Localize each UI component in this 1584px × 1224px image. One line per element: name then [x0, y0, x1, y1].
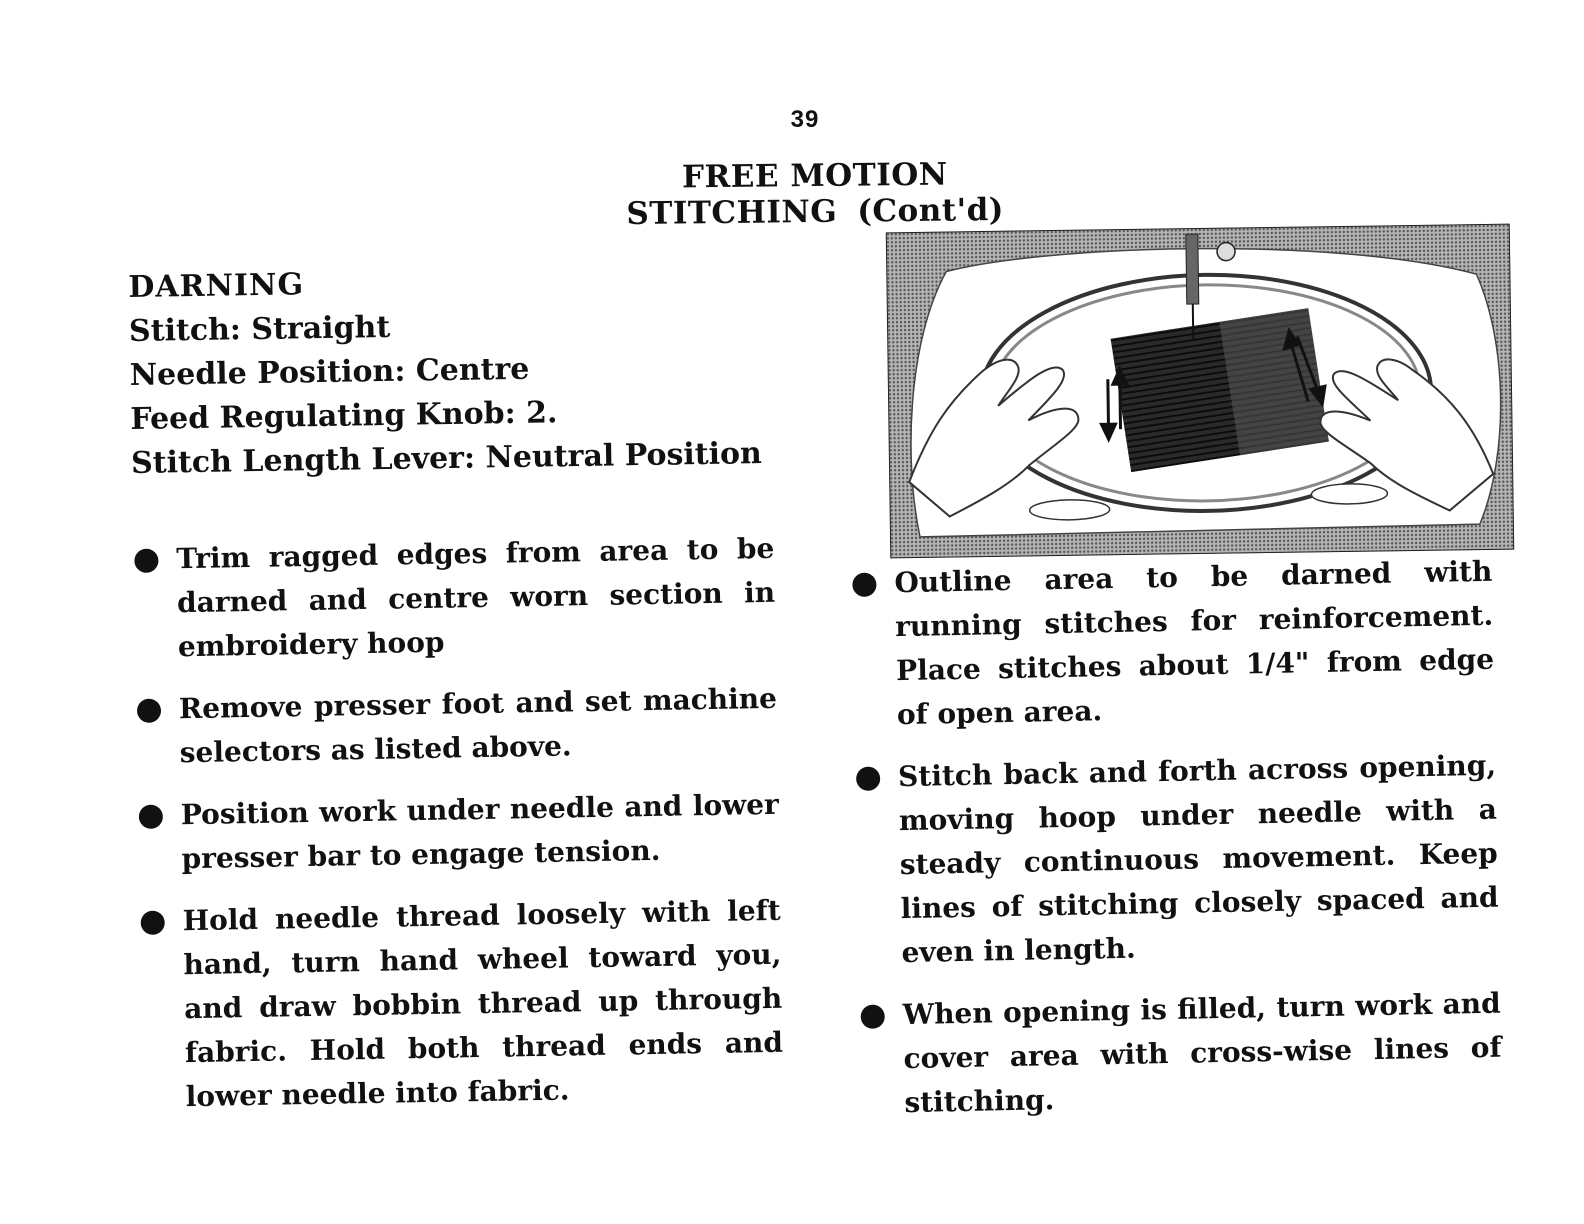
list-item	[860, 982, 1502, 1126]
needle	[1193, 304, 1194, 340]
setting-value: 2.	[525, 395, 558, 431]
right-steps	[852, 550, 1503, 1144]
bullet-icon	[856, 767, 880, 791]
right-thumb	[1311, 483, 1387, 504]
list-item	[140, 889, 784, 1120]
bullet-icon	[137, 699, 161, 723]
needle-bar	[1186, 234, 1199, 304]
page-number: 39	[790, 106, 820, 133]
step-text: Position work under needle and lower presser bar to engage tension.	[180, 787, 780, 876]
list-item	[137, 677, 778, 776]
bullet-icon	[852, 573, 876, 597]
step-text: When opening is filled, turn work and cover area with cross-wise lines of stitching.	[902, 986, 1502, 1120]
step-text: Trim ragged edges from area to be darned and centre worn section in embroidery hoop	[176, 531, 776, 664]
setting-label: Stitch:	[128, 312, 242, 349]
list-item	[138, 783, 779, 882]
left-steps	[134, 527, 784, 1138]
darning-illustration	[886, 224, 1514, 559]
setting-value: Straight	[251, 309, 391, 348]
setting-stitch-length-lever	[130, 432, 763, 486]
setting-label: Needle Position:	[129, 353, 406, 393]
bullet-icon	[141, 911, 165, 935]
page-title-main: FREE MOTION STITCHING	[626, 156, 948, 232]
page-title	[500, 155, 1131, 234]
setting-label: Stitch Length Lever:	[130, 440, 476, 481]
step-text: Hold needle thread loosely with left hand, turn hand wheel toward you, and draw bobbin thread up through fabric. Hold both thread ends and lower needle into fabric.	[182, 893, 784, 1114]
bullet-icon	[139, 805, 163, 829]
page-title-suffix: (Cont'd)	[857, 192, 1005, 230]
list-item	[856, 744, 1500, 976]
bullet-icon	[861, 1004, 885, 1028]
list-item	[134, 527, 776, 670]
step-text: Stitch back and forth across opening, moving hoop under needle with a steady continuous movement. Keep lines of stitching closely spaced and even in length.	[897, 748, 1499, 970]
list-item	[852, 550, 1495, 738]
step-text: Remove presser foot and set machine selectors as listed above.	[178, 681, 778, 770]
setting-value: Centre	[415, 351, 530, 389]
step-text: Outline area to be darned with running stitches for reinforcement. Place stitches about 1/4" from edge of open area.	[894, 554, 1495, 732]
thread-guide	[1217, 242, 1235, 260]
bullet-icon	[134, 549, 158, 573]
darning-heading: DARNING	[128, 267, 305, 305]
setting-label: Feed Regulating Knob:	[130, 395, 516, 437]
setting-value: Neutral Position	[485, 436, 763, 476]
left-thumb	[1030, 499, 1110, 520]
darning-settings	[128, 256, 763, 486]
